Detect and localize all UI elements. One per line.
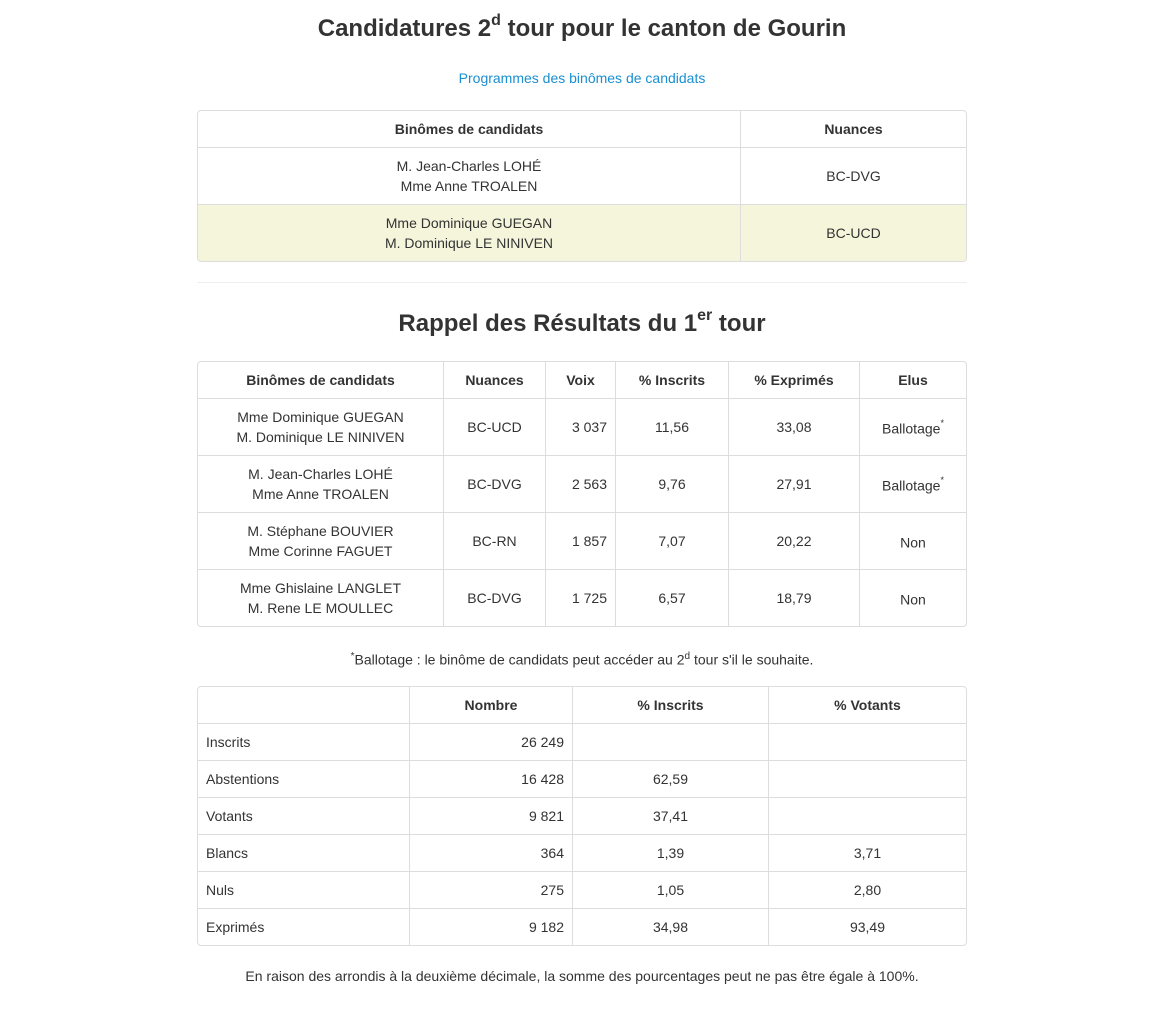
ballotage-note: *Ballotage : le binôme de candidats peut accéder au 2$^d$ tour s'il le souhaite. [350,651,814,668]
stat-nombre: 364 [410,834,573,871]
stat-nombre: 9 182 [410,908,573,945]
stat-pct-inscrits: 1,05 [573,871,769,908]
stat-pct-inscrits: 37,41 [573,797,769,834]
table-row [198,723,966,760]
voix-cell: 1 857 [546,512,616,569]
col-header-nuances: Nuances [444,362,546,398]
table-row [198,512,966,569]
candidate-name: Mme Ghislaine LANGLET [239,580,402,596]
col-header-elus: Elus [898,372,928,388]
candidate-name: M. Stéphane BOUVIER [247,523,394,539]
stat-pct-votants [769,723,966,760]
pct-inscrits-cell: 6,57 [616,569,729,626]
second-round-table [197,110,967,262]
stat-label: Inscrits [198,723,410,760]
elus-cell: Ballotage* [860,398,966,455]
pct-inscrits-cell: 11,56 [616,398,729,455]
results-page [197,0,967,986]
candidate-name: Mme Dominique GUEGAN [385,215,553,231]
col-header-nuances: Nuances [824,121,883,137]
candidates-cell [198,204,741,261]
stat-pct-inscrits: 62,59 [573,760,769,797]
stat-label: Blancs [198,834,410,871]
table-row [198,760,966,797]
first-round-title: Rappel des Résultats du 1er tour [398,307,766,337]
stat-pct-inscrits: 34,98 [573,908,769,945]
stats-table [197,686,967,946]
col-header-pct-exprimes: % Exprimés [729,362,860,398]
candidates-cell [198,512,444,569]
elus-cell: Ballotage* [860,455,966,512]
first-round-table [197,361,967,627]
nuance-cell: BC-DVG [741,147,966,204]
table-row [198,455,966,512]
stat-pct-inscrits [573,723,769,760]
pct-exprimes-cell: 27,91 [729,455,860,512]
stat-label: Votants [198,797,410,834]
programmes-link[interactable]: Programmes des binômes de candidats [458,70,706,86]
elus-cell: Non [860,569,966,626]
table-row [198,797,966,834]
second-round-title: Candidatures 2$^d$ tour pour le canton de Gourin [317,12,847,42]
candidates-cell [198,455,444,512]
candidate-name: M. Dominique LE NINIVEN [384,235,554,251]
stat-pct-votants: 2,80 [769,871,966,908]
stat-label: Exprimés [198,908,410,945]
divider [197,282,967,283]
pct-inscrits-cell: 9,76 [616,455,729,512]
stat-label: Abstentions [198,760,410,797]
candidates-cell [198,147,741,204]
col-header-pct-inscrits: % Inscrits [573,687,769,723]
table-row [198,147,966,204]
col-header-nombre: Nombre [410,687,573,723]
stat-nombre: 9 821 [410,797,573,834]
table-row [198,908,966,945]
stat-pct-votants: 3,71 [769,834,966,871]
programmes-link-row [197,68,967,88]
col-header-voix: Voix [546,362,616,398]
voix-cell: 2 563 [546,455,616,512]
stat-pct-votants [769,797,966,834]
pct-exprimes-cell: 18,79 [729,569,860,626]
pct-exprimes-cell: 20,22 [729,512,860,569]
candidate-name: Mme Dominique GUEGAN [237,409,404,425]
col-header-pct-inscrits: % Inscrits [616,362,729,398]
candidate-name: Mme Anne TROALEN [400,178,538,194]
pct-exprimes-cell: 33,08 [729,398,860,455]
candidate-name: M. Jean-Charles LOHÉ [396,158,542,174]
stat-nombre: 26 249 [410,723,573,760]
stat-pct-votants: 93,49 [769,908,966,945]
candidates-cell [198,569,444,626]
rounding-footnote: En raison des arrondis à la deuxième décimale, la somme des pourcentages peut ne pas être égale à 100%. [245,967,919,984]
candidate-name: M. Jean-Charles LOHÉ [248,466,393,482]
nuance-cell: BC-DVG [444,455,546,512]
candidate-name: M. Dominique LE NINIVEN [236,429,405,445]
nuance-cell: BC-DVG [444,569,546,626]
stat-label: Nuls [198,871,410,908]
pct-inscrits-cell: 7,07 [616,512,729,569]
stat-nombre: 16 428 [410,760,573,797]
col-header-binomes: Binômes de candidats [198,111,741,147]
elus-cell: Non [860,512,966,569]
stat-pct-inscrits: 1,39 [573,834,769,871]
nuance-cell: BC-RN [444,512,546,569]
col-header-binomes: Binômes de candidats [198,362,444,398]
stat-nombre: 275 [410,871,573,908]
nuance-cell: BC-UCD [741,204,966,261]
voix-cell: 1 725 [546,569,616,626]
nuance-cell: BC-UCD [444,398,546,455]
table-row [198,398,966,455]
table-row [198,569,966,626]
candidate-name: Mme Corinne FAGUET [248,543,393,559]
col-header-empty [198,687,410,723]
candidate-name: M. Rene LE MOULLEC [247,600,394,616]
voix-cell: 3 037 [546,398,616,455]
candidate-name: Mme Anne TROALEN [252,486,389,502]
candidates-cell [198,398,444,455]
table-row [198,834,966,871]
col-header-pct-votants: % Votants [834,696,901,713]
stat-pct-votants [769,760,966,797]
table-row [198,204,966,261]
table-row [198,871,966,908]
